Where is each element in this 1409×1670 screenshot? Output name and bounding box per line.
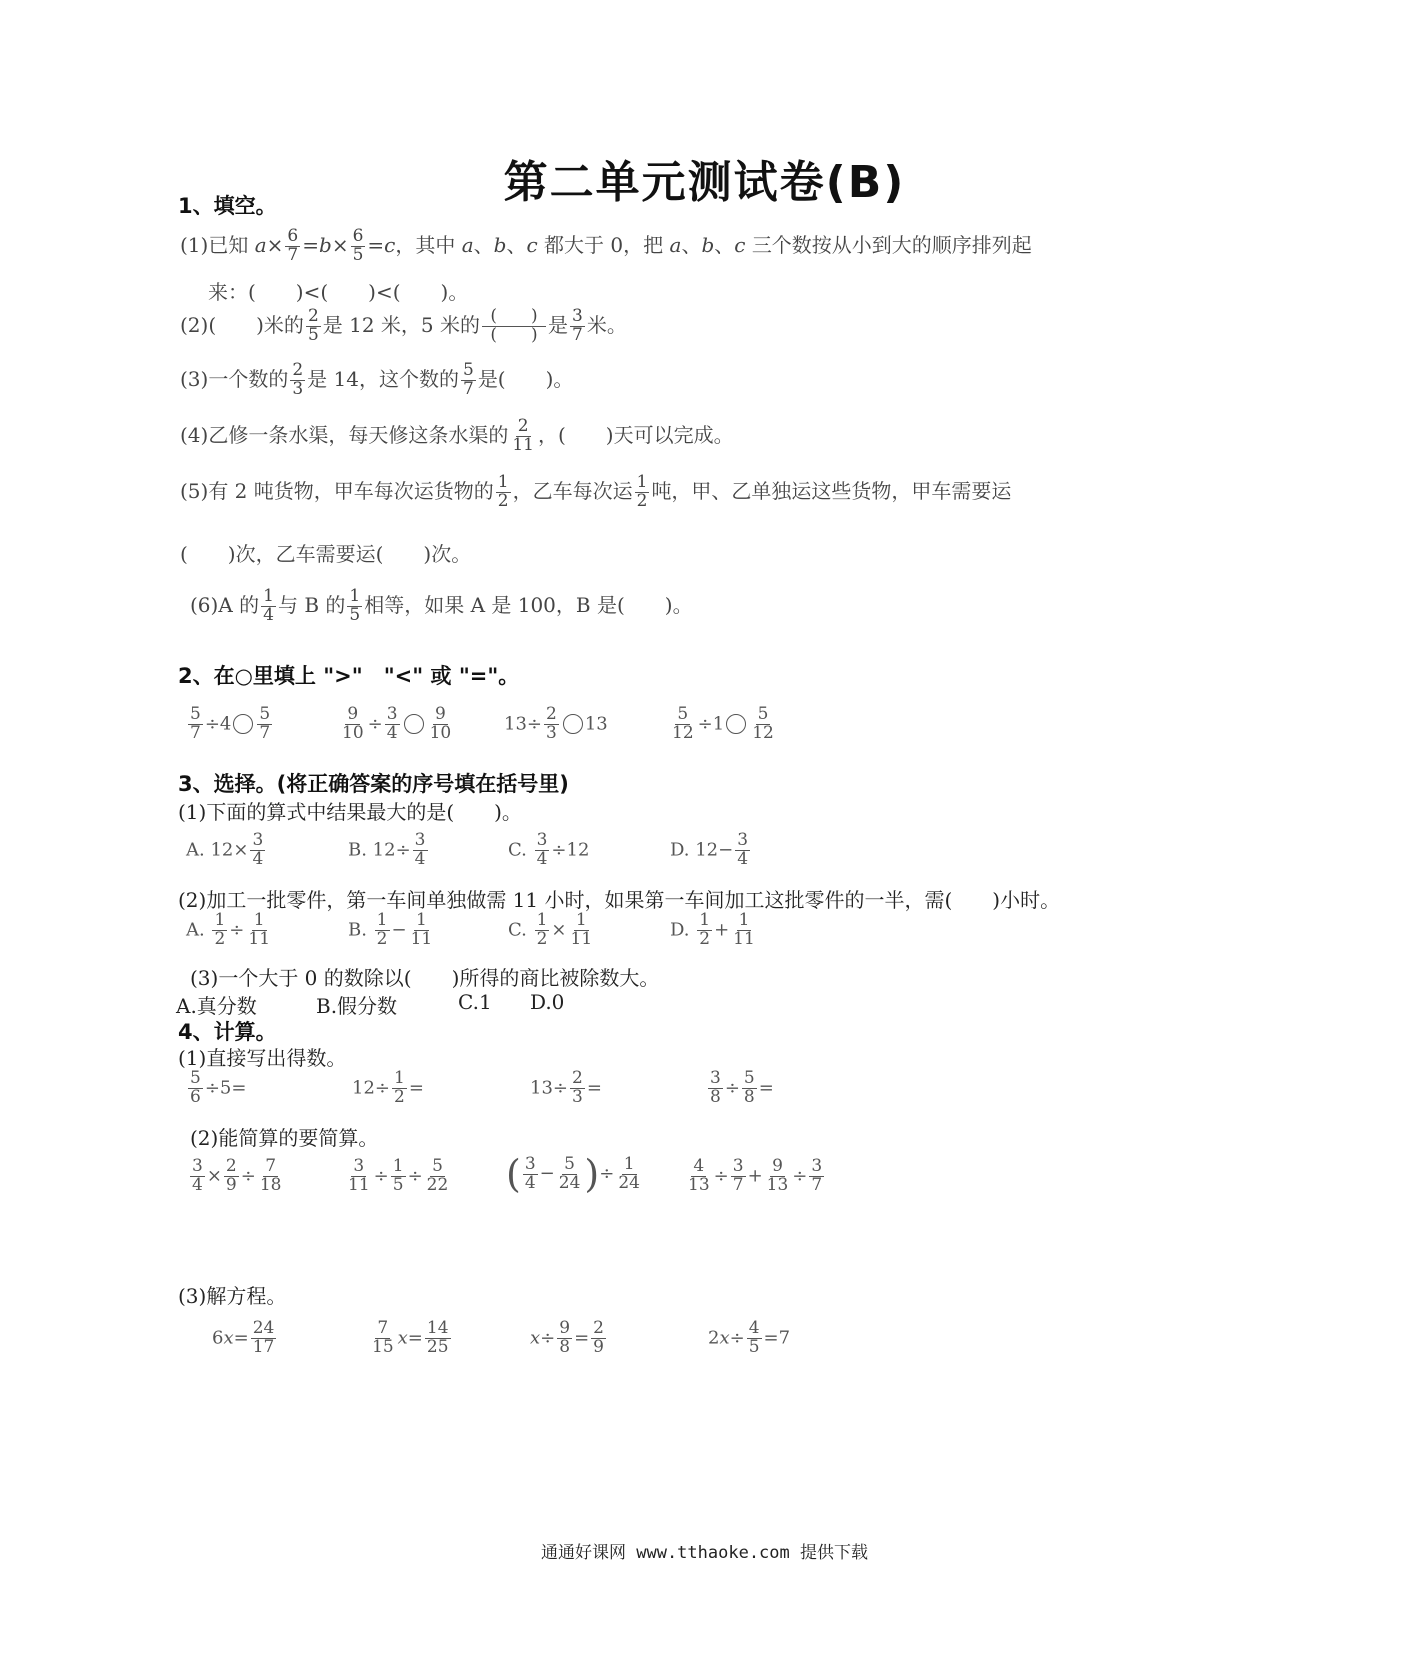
question-3-1: (1)下面的算式中结果最大的是( )。 — [178, 800, 522, 824]
section-4-heading: 4、计算。 — [178, 1020, 277, 1044]
equation-a: 6x= $\frac{24}{17}$ — [212, 1318, 275, 1357]
compare-item-3: 13÷ $\frac{2}{3}$ 13 — [504, 704, 608, 743]
option-3-1-b: B. 12÷ $\frac{3}{4}$ — [348, 830, 426, 869]
calc-4-2-a: $\frac{3}{4}$ × $\frac{2}{9}$ ÷ $\frac{7}{18}$ — [192, 1156, 282, 1195]
calc-4-1-d: $\frac{3}{8}$ ÷ $\frac{5}{8}$ = — [710, 1068, 774, 1107]
equation-b: $\frac{7}{15}$ x= $\frac{14}{25}$ — [372, 1318, 449, 1357]
option-3-2-d: D. $\frac{1}{2}$ + $\frac{1}{11}$ — [670, 910, 755, 949]
option-3-2-a: A. $\frac{1}{2}$ ÷ $\frac{1}{11}$ — [186, 910, 271, 949]
section-3-heading: 3、选择。(将正确答案的序号填在括号里) — [178, 772, 569, 796]
circle-blank[interactable] — [404, 714, 424, 734]
fraction: $\frac{6}{5}$ — [352, 226, 364, 265]
part-4-3: (3)解方程。 — [178, 1284, 287, 1308]
option-3-1-c: C. $\frac{3}{4}$ ÷12 — [508, 830, 590, 869]
question-1-5-cont: ( )次，乙车需要运( )次。 — [180, 542, 472, 566]
question-1-4: (4)乙修一条水渠，每天修这条水渠的 $\frac{2}{11}$ ，( )天可以完成。 — [180, 416, 734, 455]
footer-credit: 通通好课网 www.tthaoke.com 提供下载 — [541, 1543, 868, 1563]
option-3-1-d: D. 12− $\frac{3}{4}$ — [670, 830, 749, 869]
section-1-heading: 1、填空。 — [178, 194, 277, 218]
calc-4-2-d: $\frac{4}{13}$ ÷ $\frac{3}{7}$ + $\frac{9}{13}$ ÷ $\frac{3}{7}$ — [688, 1156, 823, 1195]
compare-item-4: $\frac{5}{12}$ ÷1 $\frac{5}{12}$ — [672, 704, 774, 743]
question-3-3: (3)一个大于 0 的数除以( )所得的商比被除数大。 — [190, 966, 660, 990]
calc-4-1-a: $\frac{5}{6}$ ÷5= — [190, 1068, 247, 1107]
question-1-1-cont: 来：( )<( )<( )。 — [208, 280, 469, 304]
part-4-1: (1)直接写出得数。 — [178, 1046, 347, 1070]
compare-item-2: $\frac{9}{10}$ ÷ $\frac{3}{4}$ $\frac{9}{10}$ — [342, 704, 452, 743]
calc-4-1-b: 12÷ $\frac{1}{2}$ = — [352, 1068, 424, 1107]
question-1-1: (1)已知 a× $\frac{6}{7}$ =b× $\frac{6}{5}$ =c，其中 a、b、c 都大于 0，把 a、b、c 三个数按从小到大的顺序排列起 — [180, 226, 1032, 265]
option-3-3-b: B.假分数 — [316, 994, 398, 1018]
option-3-3-a: A.真分数 — [176, 994, 257, 1018]
equation-c: x÷ $\frac{9}{8}$ = $\frac{2}{9}$ — [530, 1318, 604, 1357]
question-1-5: (5)有 2 吨货物，甲车每次运货物的 $\frac{1}{2}$ ，乙车每次运 $\frac{1}{2}$ 吨，甲、乙单独运这些货物，甲车需要运 — [180, 472, 1012, 511]
circle-blank[interactable] — [726, 714, 746, 734]
option-3-3-d: D.0 — [530, 990, 565, 1014]
calc-4-2-b: $\frac{3}{11}$ ÷ $\frac{1}{5}$ ÷ $\frac{5}{22}$ — [348, 1156, 449, 1195]
page-title: 第二单元测试卷(B) — [503, 157, 906, 208]
option-3-3-c: C.1 — [458, 990, 492, 1014]
circle-blank[interactable] — [563, 714, 583, 734]
circle-blank[interactable] — [233, 714, 253, 734]
question-1-2: (2)( )米的 $\frac{2}{5}$ 是 12 米，5 米的 $\frac{( )}{( )}$ 是 $\frac{3}{7}$ 米。 — [180, 306, 627, 345]
option-3-2-c: C. $\frac{1}{2}$ × $\frac{1}{11}$ — [508, 910, 593, 949]
question-3-2: (2)加工一批零件，第一车间单独做需 11 小时，如果第一车间加工这批零件的一半，需( )小时。 — [178, 888, 1061, 912]
equation-d: 2x÷ $\frac{4}{5}$ =7 — [708, 1318, 791, 1357]
fraction: $\frac{6}{7}$ — [287, 226, 299, 265]
question-1-3: (3)一个数的 $\frac{2}{3}$ 是 14，这个数的 $\frac{5}{7}$ 是( )。 — [180, 360, 574, 399]
section-2-heading: 2、在○里填上 ">" "<" 或 "="。 — [178, 664, 520, 688]
calc-4-2-c: ( $\frac{3}{4}$ − $\frac{5}{24}$ )÷ $\frac{1}{24}$ — [506, 1152, 640, 1196]
calc-4-1-c: 13÷ $\frac{2}{3}$ = — [530, 1068, 602, 1107]
blank-fraction: $\frac{( )}{( )}$ — [482, 308, 546, 345]
option-3-2-b: B. $\frac{1}{2}$ − $\frac{1}{11}$ — [348, 910, 433, 949]
option-3-1-a: A. 12× $\frac{3}{4}$ — [186, 830, 264, 869]
question-1-6: (6)A 的 $\frac{1}{4}$ 与 B 的 $\frac{1}{5}$ 相等，如果 A 是 100，B 是( )。 — [190, 586, 693, 625]
compare-item-1: $\frac{5}{7}$ ÷4 $\frac{5}{7}$ — [190, 704, 271, 743]
part-4-2: (2)能简算的要简算。 — [190, 1126, 379, 1150]
